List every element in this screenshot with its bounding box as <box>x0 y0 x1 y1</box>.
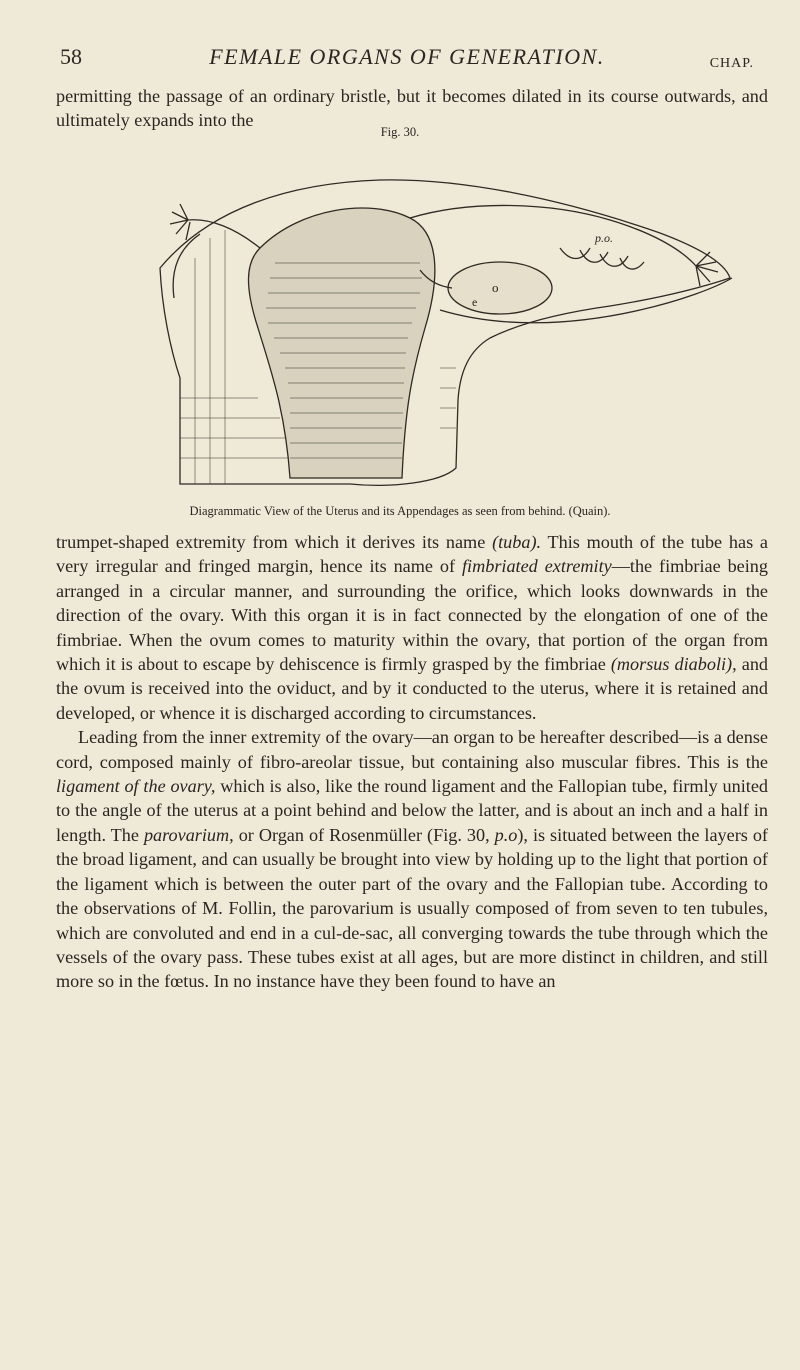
label-o: o <box>492 280 499 295</box>
figure-label: Fig. 30. <box>380 125 420 139</box>
uterus-diagram <box>140 138 740 490</box>
chapter-label: CHAP. <box>709 56 754 71</box>
paragraph-2: Leading from the inner extremity of the ovary—an organ to be hereafter described—is a dense cord, composed mainly of fibro-areolar tissue, but containing also muscular fibres. This is the ligament of the ovary, which is also, like the round ligament and the Fallopian tube, firmly united to the angle of the uterus at a point behind and below the latter, and is about an inch and a half in length. The parovarium, or Organ of Rosenmüller (Fig. 30, p.o), is situated between the layers of the broad ligament, and can usually be brought into view by holding up to the light that portion of the ligament which is between the outer part of the ovary and the Fallopian tube. According to the observations of M. Follin, the parovarium is usually composed of from seven to ten tubules, which are convoluted and end in a cul-de-sac, all converging towards the tube through which the vessels of the ovary pass. These tubes exist at all ages, but are more distinct in children, and still more so in the fœtus. In no instance have they been found to have an <box>56 727 768 992</box>
label-po: p.o. <box>595 231 613 245</box>
page-number: 58 <box>60 44 82 69</box>
running-head <box>60 44 754 76</box>
body-text <box>56 530 768 994</box>
label-e: e <box>472 295 478 309</box>
paragraph-1: trumpet-shaped extremity from which it derives its name (tuba). This mouth of the tube has a very irregular and fringed margin, hence its name of fimbriated extremity—the fimbriae being arranged in a circular manner, and surrounding the orifice, which looks downwards in the direction of the ovary. With this organ it is in fact connected by the elongation of one of the fimbriae. When the ovum comes to maturity within the ovary, that portion of the organ from which it is about to escape by dehiscence is firmly grasped by the fimbriae (morsus diaboli), and the ovum is received into the oviduct, and by it conducted to the uterus, where it is retained and developed, or whence it is discharged according to circumstances. <box>56 532 769 723</box>
running-title: FEMALE ORGANS OF GENERATION. <box>209 44 605 69</box>
figure-caption: Diagrammatic View of the Uterus and its Appendages as seen from behind. (Quain). <box>189 504 611 518</box>
continued-paragraph: permitting the passage of an ordinary bristle, but it becomes dilated in its course outwards, and ultimately expands into the <box>56 86 768 131</box>
